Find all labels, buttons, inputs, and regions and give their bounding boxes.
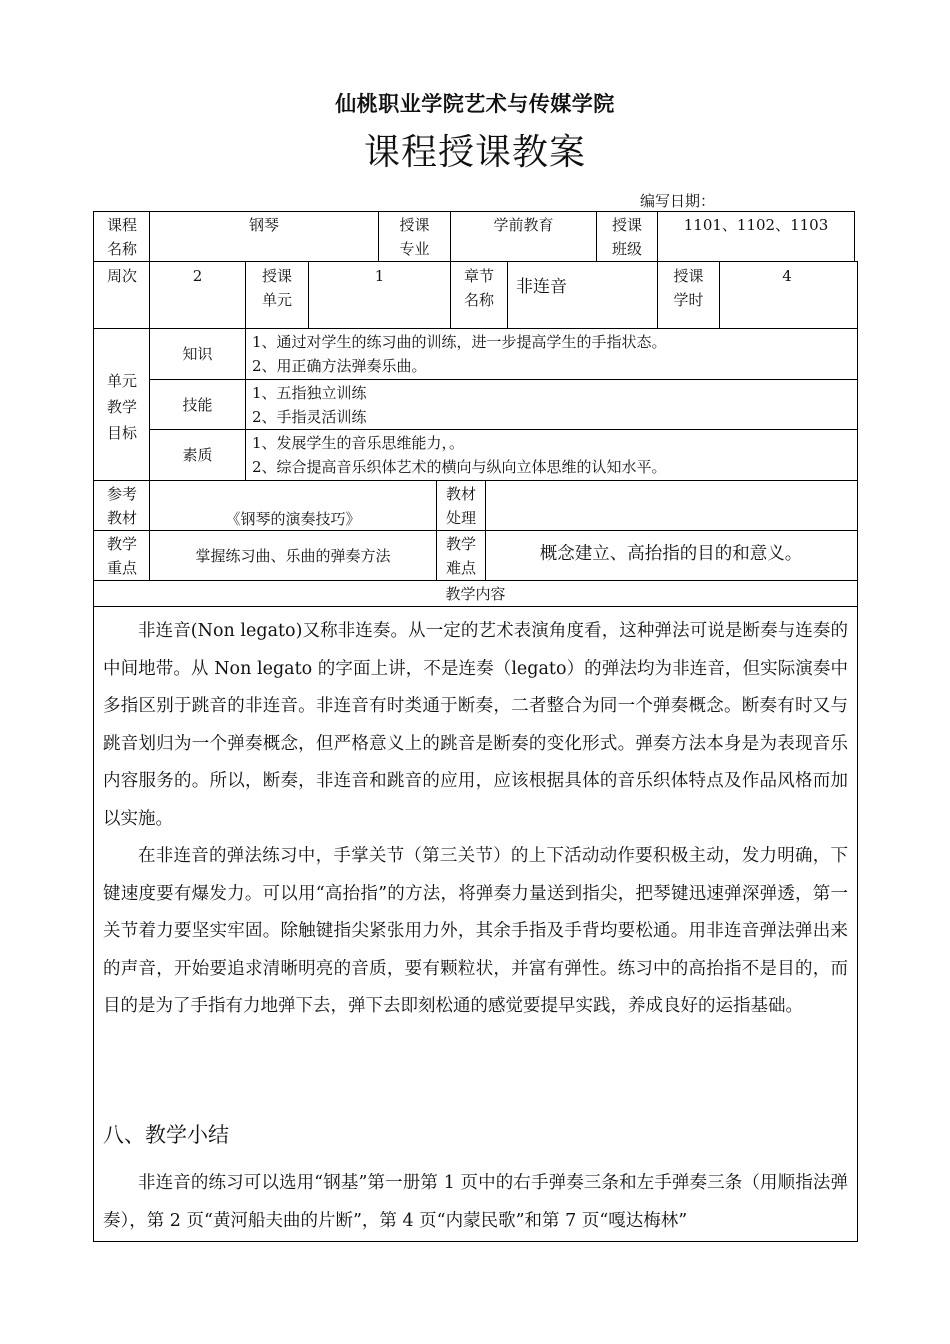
week-value: 2 bbox=[192, 267, 203, 285]
processing-label: 教材 处理 bbox=[445, 485, 476, 527]
quality-label: 素质 bbox=[182, 446, 213, 464]
document-title: 课程授课教案 bbox=[363, 132, 586, 173]
summary-body bbox=[103, 1165, 848, 1240]
unit-label: 授课 单元 bbox=[261, 267, 292, 309]
chapter-label: 章节 名称 bbox=[463, 267, 494, 309]
difficulty-label: 教学 难点 bbox=[445, 535, 476, 577]
hours-value: 4 bbox=[782, 267, 792, 285]
class-label: 授课 班级 bbox=[611, 216, 642, 258]
content-body bbox=[103, 613, 848, 1026]
reference-label: 参考 教材 bbox=[106, 485, 137, 527]
knowledge-text: 1、通过对学生的练习曲的训练，进一步提高学生的手指状态。 2、用正确方法弹奏乐曲。 bbox=[252, 333, 667, 375]
major-value: 学前教育 bbox=[493, 216, 554, 234]
knowledge-label: 知识 bbox=[182, 345, 213, 363]
skill-label: 技能 bbox=[182, 396, 213, 414]
major-label: 授课 专业 bbox=[399, 216, 430, 258]
school-name: 仙桃职业学院艺术与传媒学院 bbox=[335, 92, 615, 116]
class-value: 1101、1102、1103 bbox=[683, 216, 829, 234]
unit-value: 1 bbox=[374, 267, 385, 285]
content-paragraph: 非连音(Non legato)又称非连奏。从一定的艺术表演角度看，这种弹法可说是断奏与连奏的中间地带。从 Non legato 的字面上讲，不是连奏（legato）的弹法均为非连音，但实际演奏中多指区别于跳音的非连音。非连音有时类通于断奏，二者整合为同一个弹奏概念。断奏有时又与跳音划归为一个弹奏概念，但严格意义上的跳音是断奏的变化形式。弹奏方法本身是为表现音乐内容服务的。所以，断奏，非连音和跳音的应用，应该根据具体的音乐织体特点及作品风格而加以实施。 bbox=[103, 621, 848, 829]
reference-value: 《钢琴的演奏技巧》 bbox=[225, 510, 361, 528]
quality-text: 1、发展学生的音乐思维能力，。 2、综合提高音乐织体艺术的横向与纵向立体思维的认知水平。 bbox=[252, 434, 667, 476]
skill-text: 1、五指独立训练 2、手指灵活训练 bbox=[252, 384, 367, 426]
hours-label: 授课 学时 bbox=[673, 267, 704, 309]
content-paragraph: 在非连音的弹法练习中，手掌关节（第三关节）的上下活动动作要积极主动，发力明确，下键速度要有爆发力。可以用“高抬指”的方法，将弹奏力量送到指尖，把琴键迅速弹深弹透，第一关节着力要坚实牢固。除触键指尖紧张用力外，其余手指及手背均要松通。用非连音弹法弹出来的声音，开始要追求清晰明亮的音质，要有颗粒状，并富有弹性。练习中的高抬指不是目的，而目的是为了手指有力地弹下去，弹下去即刻松通的感觉要提早实践，养成良好的运指基础。 bbox=[103, 846, 848, 1016]
key-point-label: 教学 重点 bbox=[106, 535, 137, 577]
chapter-value: 非连音 bbox=[516, 277, 567, 297]
summary-paragraph: 非连音的练习可以选用“钢基”第一册第 1 页中的右手弹奏三条和左手弹奏三条（用顺指法弹奏），第 2 页“黄河船夫曲的片断”，第 4 页“内蒙民歌”和第 7 页“嘎达梅林” bbox=[103, 1173, 848, 1231]
content-heading: 教学内容 bbox=[445, 585, 506, 603]
difficulty-value: 概念建立、高抬指的目的和意义。 bbox=[539, 544, 803, 564]
week-label: 周次 bbox=[106, 267, 137, 285]
summary-heading: 八、教学小结 bbox=[103, 1123, 229, 1147]
key-point-value: 掌握练习曲、乐曲的弹奏方法 bbox=[195, 547, 391, 565]
course-name-value: 钢琴 bbox=[248, 216, 279, 234]
course-name-label: 课程 名称 bbox=[106, 216, 137, 258]
date-label: 编写日期： bbox=[640, 192, 716, 210]
objectives-label: 单元 教学 目标 bbox=[106, 372, 137, 442]
